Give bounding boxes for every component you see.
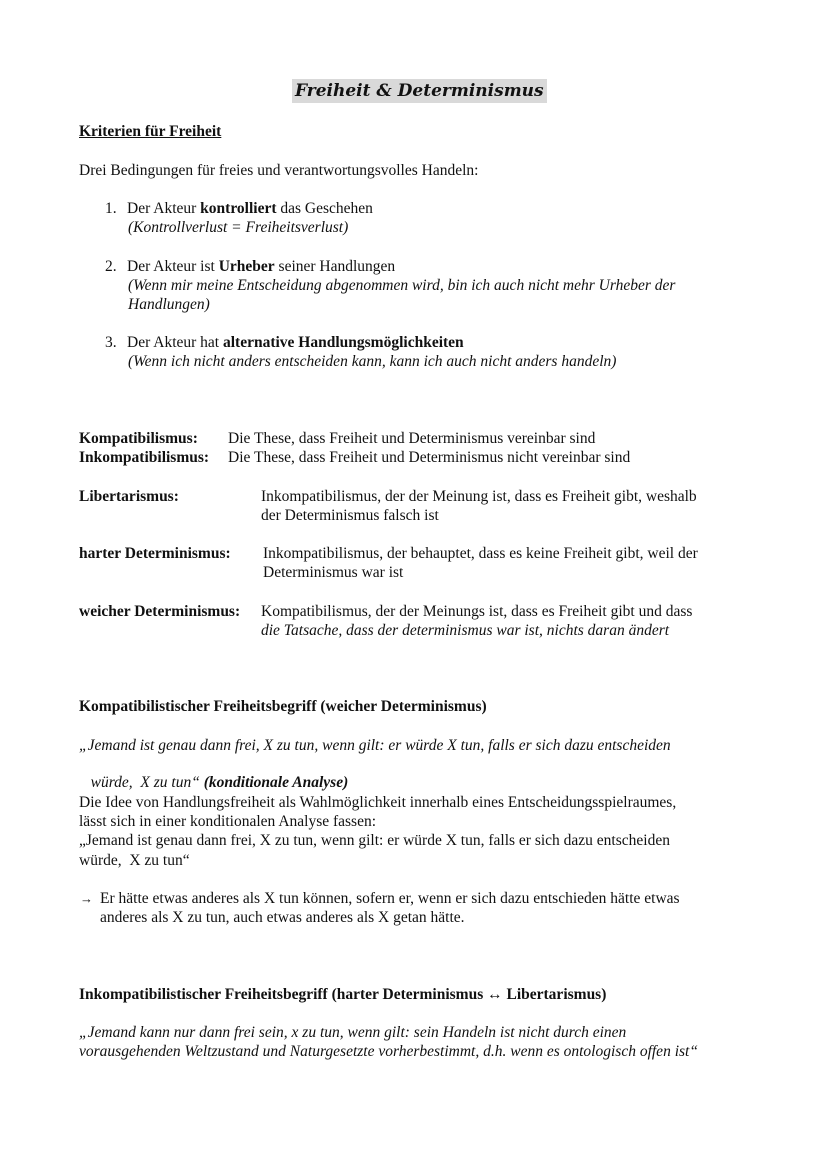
definition-term: Libertarismus:	[79, 488, 179, 505]
konditionale-analyse-label: (konditionale Analyse)	[203, 774, 349, 791]
kompatibilistisch-heading: Kompatibilistischer Freiheitsbegriff (weicher Determinismus)	[79, 698, 487, 715]
definition-harter-text-1: Inkompatibilismus, der behauptet, dass es keine Freiheit gibt, weil der	[263, 545, 698, 562]
definition-term: weicher Determinismus:	[79, 603, 241, 620]
list-number: 3.	[105, 334, 117, 351]
list-item-3-note: (Wenn ich nicht anders entscheiden kann, kann ich auch nicht anders handeln)	[128, 353, 617, 370]
kompatibilistisch-para-3: „Jemand ist genau dann frei, X zu tun, wenn gilt: er würde X tun, falls er sich dazu entscheiden	[79, 832, 670, 849]
list-item-2-note: (Wenn mir meine Entscheidung abgenommen wird, bin ich auch nicht mehr Urheber der	[128, 277, 676, 294]
definition-inkompatibilismus-text: Die These, dass Freiheit und Determinismus nicht vereinbar sind	[228, 449, 631, 466]
definition-weicher-determinismus	[79, 603, 240, 621]
list-number: 1.	[105, 200, 117, 217]
definition-libertarismus-text-2: der Determinismus falsch ist	[261, 507, 439, 524]
definition-term: Inkompatibilismus:	[79, 449, 210, 466]
list-item-2-note-cont: Handlungen)	[128, 296, 210, 313]
definition-harter-text-2: Determinismus war ist	[263, 564, 404, 581]
page-title: Freiheit & Determinismus	[292, 79, 547, 103]
kompatibilistisch-para-4: würde, X zu tun“	[79, 852, 190, 869]
kompatibilistisch-conclusion-2: anderes als X zu tun, auch etwas anderes als X getan hätte.	[100, 909, 465, 926]
kompatibilistisch-quote-1: „Jemand ist genau dann frei, X zu tun, wenn gilt: er würde X tun, falls er sich dazu entscheiden	[79, 737, 671, 754]
inkompatibilistisch-quote-1: „Jemand kann nur dann frei sein, x zu tun, wenn gilt: sein Handeln ist nicht durch einen	[79, 1024, 627, 1041]
definition-weicher-text-2: die Tatsache, dass der determinismus war ist, nichts daran ändert	[261, 622, 670, 639]
definition-weicher-text-1: Kompatibilismus, der der Meinungs ist, dass es Freiheit gibt und dass	[261, 603, 693, 620]
definition-term: Kompatibilismus:	[79, 430, 198, 447]
list-number: 2.	[105, 258, 117, 275]
kriterien-intro: Drei Bedingungen für freies und verantwortungsvolles Handeln:	[79, 162, 479, 179]
definition-inkompatibilismus	[79, 449, 209, 467]
arrow-right-icon: →	[80, 891, 93, 906]
definition-kompatibilismus-text: Die These, dass Freiheit und Determinismus vereinbar sind	[228, 430, 596, 447]
kompatibilistisch-para-2: lässt sich in einer konditionalen Analyse fassen:	[79, 813, 377, 830]
kompatibilistisch-para-1: Die Idee von Handlungsfreiheit als Wahlmöglichkeit innerhalb eines Entscheidungsspielraumes,	[79, 794, 677, 811]
definition-harter-determinismus	[79, 545, 231, 563]
kompatibilistisch-conclusion-1: Er hätte etwas anderes als X tun können, sofern er, wenn er sich dazu entschieden hätte etwas	[100, 890, 680, 907]
kriterien-heading: Kriterien für Freiheit	[79, 123, 222, 140]
definition-libertarismus	[79, 488, 179, 506]
inkompatibilistisch-quote-2: vorausgehenden Weltzustand und Naturgesetzte vorherbestimmt, d.h. wenn es ontologisch offen ist“	[79, 1043, 698, 1060]
list-item-3: 3. Der Akteur hat alternative Handlungsmöglichkeiten	[105, 334, 464, 351]
kompatibilistisch-quote-2: würde, X zu tun“ (konditionale Analyse)	[86, 774, 349, 791]
list-item-1-note: (Kontrollverlust = Freiheitsverlust)	[128, 219, 349, 236]
list-item-2: 2. Der Akteur ist Urheber seiner Handlungen	[105, 258, 396, 275]
list-item-1: 1. Der Akteur kontrolliert das Geschehen	[105, 200, 373, 217]
definition-libertarismus-text-1: Inkompatibilismus, der der Meinung ist, dass es Freiheit gibt, weshalb	[261, 488, 697, 505]
definition-term: harter Determinismus:	[79, 545, 231, 562]
inkompatibilistisch-heading: Inkompatibilistischer Freiheitsbegriff (harter Determinismus ↔ Libertarismus)	[79, 986, 607, 1003]
definition-kompatibilismus	[79, 430, 198, 448]
